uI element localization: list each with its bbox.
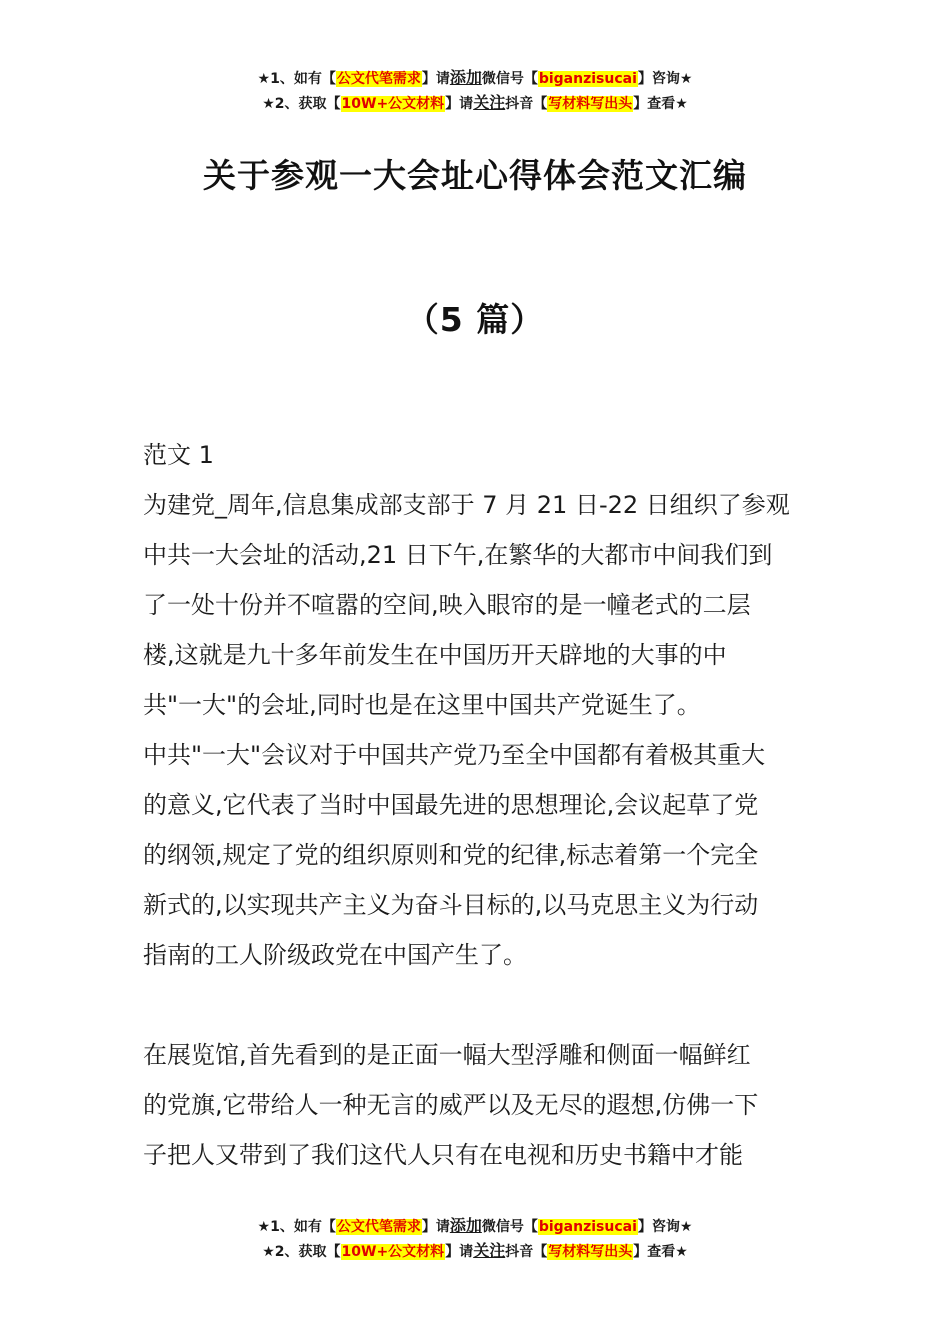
banner-text: 】咨询★ bbox=[637, 71, 693, 87]
paragraph-gap bbox=[143, 980, 811, 1030]
banner-text: 微信号【 bbox=[481, 1219, 538, 1235]
wechat-id: biganzisucai bbox=[538, 1219, 637, 1235]
body-line: 为建党_周年,信息集成部支部于 7 月 21 日-22 日组织了参观 bbox=[143, 491, 790, 519]
banner-line-2 bbox=[0, 1239, 950, 1264]
banner-text: 】查看★ bbox=[633, 1244, 688, 1260]
banner-text: 】请 bbox=[445, 1244, 474, 1260]
highlight-service: 公文代笔需求 bbox=[336, 71, 421, 87]
highlight-materials: 10W+公文材料 bbox=[341, 96, 445, 112]
banner-text: ★2、获取【 bbox=[262, 1244, 341, 1260]
banner-text: 】请 bbox=[445, 96, 474, 112]
banner-text: 抖音【 bbox=[505, 1244, 548, 1260]
document-subtitle: （5 篇） bbox=[405, 300, 545, 339]
body-line: 指南的工人阶级政党在中国产生了。 bbox=[143, 941, 527, 969]
body-line: 的党旗,它带给人一种无言的威严以及无尽的遐想,仿佛一下 bbox=[143, 1091, 759, 1119]
banner-text: ★2、获取【 bbox=[262, 96, 341, 112]
body-line: 子把人又带到了我们这代人只有在电视和历史书籍中才能 bbox=[143, 1141, 743, 1169]
banner-line-1 bbox=[0, 1214, 950, 1239]
douyin-account: 写材料写出头 bbox=[548, 1244, 633, 1260]
banner-text: 】查看★ bbox=[633, 96, 688, 112]
banner-text: 抖音【 bbox=[505, 96, 548, 112]
body-line: 中共一大会址的活动,21 日下午,在繁华的大都市中间我们到 bbox=[143, 541, 773, 569]
body-line: 在展览馆,首先看到的是正面一幅大型浮雕和侧面一幅鲜红 bbox=[143, 1041, 751, 1069]
highlight-materials: 10W+公文材料 bbox=[341, 1244, 445, 1260]
wechat-id: biganzisucai bbox=[538, 71, 637, 87]
highlight-service: 公文代笔需求 bbox=[336, 1219, 421, 1235]
body-line: 的意义,它代表了当时中国最先进的思想理论,会议起草了党 bbox=[143, 791, 759, 819]
body-line: 了一处十份并不喧嚣的空间,映入眼帘的是一幢老式的二层 bbox=[143, 591, 751, 619]
banner-text: 微信号【 bbox=[481, 71, 538, 87]
document-body bbox=[143, 430, 811, 1180]
banner-line-1 bbox=[0, 66, 950, 91]
banner-emphasis: 关注 bbox=[473, 93, 506, 112]
douyin-account: 写材料写出头 bbox=[548, 96, 633, 112]
footer-banner bbox=[0, 1214, 950, 1264]
banner-text: ★1、如有【 bbox=[257, 1219, 336, 1235]
banner-text: 】请 bbox=[421, 1219, 450, 1235]
header-banner bbox=[0, 66, 950, 116]
section-heading: 范文 1 bbox=[143, 441, 214, 469]
body-line: 楼,这就是九十多年前发生在中国历开天辟地的大事的中 bbox=[143, 641, 727, 669]
body-line: 共"一大"的会址,同时也是在这里中国共产党诞生了。 bbox=[143, 691, 701, 719]
banner-emphasis: 添加 bbox=[449, 1216, 482, 1235]
banner-line-2 bbox=[0, 91, 950, 116]
banner-text: 】请 bbox=[421, 71, 450, 87]
body-line: 新式的,以实现共产主义为奋斗目标的,以马克思主义为行动 bbox=[143, 891, 759, 919]
document-title: 关于参观一大会址心得体会范文汇编 bbox=[203, 156, 747, 195]
body-line: 中共"一大"会议对于中国共产党乃至全中国都有着极其重大 bbox=[143, 741, 766, 769]
banner-emphasis: 添加 bbox=[449, 68, 482, 87]
banner-text: ★1、如有【 bbox=[257, 71, 336, 87]
banner-emphasis: 关注 bbox=[473, 1241, 506, 1260]
banner-text: 】咨询★ bbox=[637, 1219, 693, 1235]
body-line: 的纲领,规定了党的组织原则和党的纪律,标志着第一个完全 bbox=[143, 841, 759, 869]
